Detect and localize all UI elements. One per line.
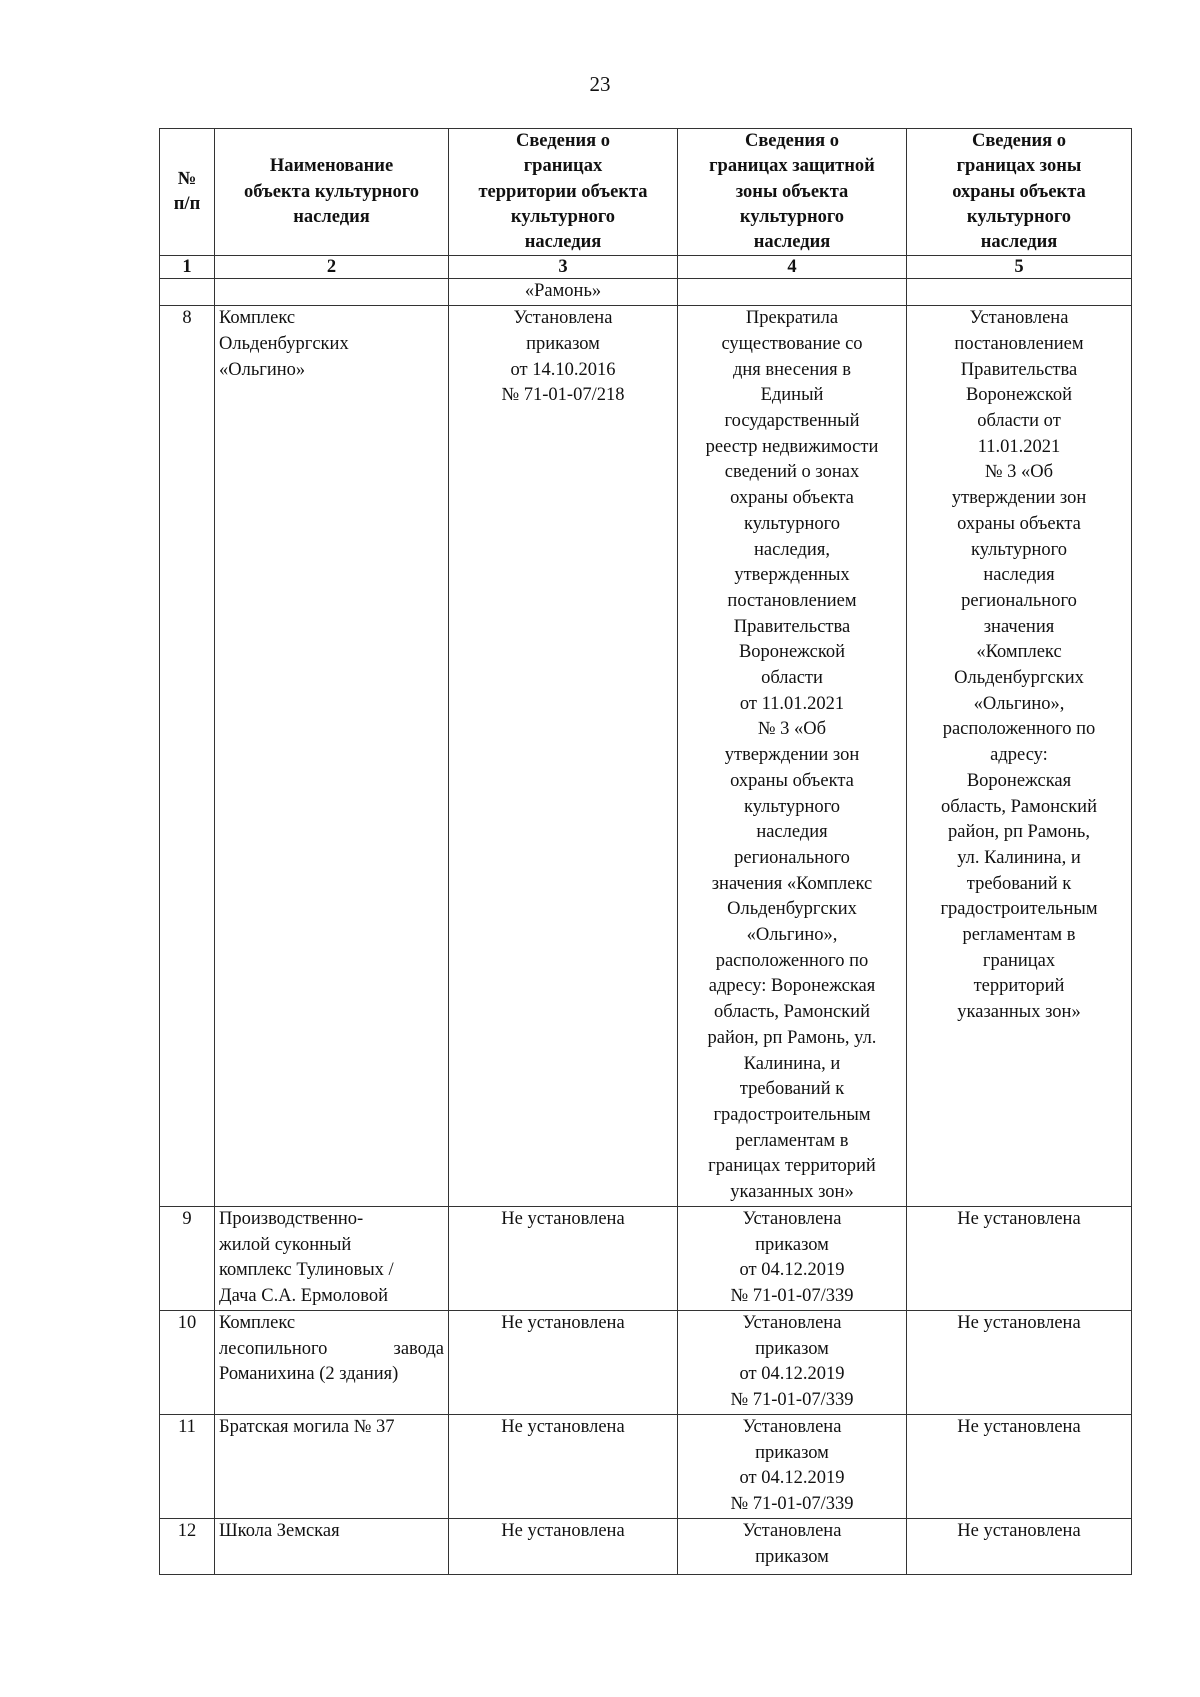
cell-text-line: регионального	[734, 847, 850, 868]
continuation-row	[160, 279, 1132, 306]
protective-zone-info	[678, 1414, 907, 1518]
cell-text-line: объекта культурного	[243, 181, 419, 202]
cell-text-line: градостроительным	[713, 1104, 871, 1125]
protective-zone-info	[678, 1518, 907, 1574]
cell-text-line: наследия	[756, 822, 828, 843]
cell-text-line: территории объекта	[478, 181, 648, 202]
cell-text-line: расположенного по	[715, 950, 869, 971]
cell-text-line: области от	[977, 411, 1061, 431]
cell-text-line: Ольденбургских	[727, 899, 857, 920]
cell-text-line: градостроительным	[940, 899, 1098, 920]
cell-text-line: Не установлена	[957, 1520, 1081, 1541]
cell-text-line: адресу:	[990, 745, 1048, 766]
cell-text-line: приказом	[755, 1338, 829, 1359]
row-number: 8	[160, 306, 215, 1207]
cell-text-line: № 71-01-07/339	[730, 1493, 854, 1514]
cell-text-line: Ольденбургских	[954, 668, 1084, 689]
cell-text-line: Комплекс	[219, 308, 296, 329]
column-number: 5	[907, 256, 1132, 279]
cell-text-line: Установлена	[742, 1208, 842, 1229]
cell-text-line: реестр недвижимости	[705, 436, 879, 457]
cell-text-line: №	[177, 168, 197, 189]
cell-text-line: «Ольгино»,	[746, 925, 838, 946]
cell-text-line: Установлена	[742, 1312, 842, 1333]
table-row	[160, 1206, 1132, 1310]
cell-text-line: утвержденных	[734, 565, 850, 586]
protection-zone-info	[907, 1206, 1132, 1310]
cell-text-line: Не установлена	[957, 1416, 1081, 1437]
cell-text-line: культурного	[971, 539, 1067, 560]
cell-text-line: Братская могила № 37	[219, 1416, 395, 1437]
object-name	[215, 306, 449, 1207]
cell-text-line: требований к	[966, 873, 1072, 894]
row-number: 9	[160, 1206, 215, 1310]
cell-text-line: Установлена	[969, 308, 1069, 329]
cell-text-line: приказом	[755, 1546, 829, 1567]
cell-text-line: охраны объекта	[730, 488, 854, 509]
heritage-table	[159, 128, 1132, 1575]
cell-text-line: значения «Комплекс	[711, 873, 873, 894]
header-cell-protection-zone	[907, 129, 1132, 256]
header-cell-protective-zone	[678, 129, 907, 256]
cell-text-line: утверждении зон	[951, 488, 1087, 509]
cell-text-line: ул. Калинина, и	[957, 847, 1081, 868]
cell-text-line: приказом	[755, 1442, 829, 1463]
cell-text-line: границах	[982, 950, 1056, 971]
cell-text-line: постановлением	[727, 590, 857, 611]
table-cell	[678, 279, 907, 306]
cell-text-line: № 71-01-07/339	[730, 1389, 854, 1410]
column-number: 4	[678, 256, 907, 279]
protection-zone-info	[907, 1310, 1132, 1414]
cell-text-line: утверждении зон	[724, 745, 860, 766]
object-name	[215, 1518, 449, 1574]
cell-text-line: Сведения о	[971, 131, 1067, 151]
table-cell	[215, 279, 449, 306]
cell-text-line: район, рп Рамонь, ул.	[707, 1027, 877, 1048]
cell-text-line: п/п	[173, 194, 201, 215]
table-row	[160, 1518, 1132, 1574]
protective-zone-info	[678, 1206, 907, 1310]
cell-text-line: Школа Земская	[219, 1520, 340, 1541]
cell-text-line: приказом	[755, 1234, 829, 1255]
cell-text-line: требований к	[739, 1079, 845, 1100]
header-cell-num	[160, 129, 215, 256]
cell-text-line: от 04.12.2019	[739, 1364, 845, 1385]
cell-text-line: Не установлена	[501, 1520, 625, 1541]
cell-text-line: наследия	[983, 565, 1055, 586]
cell-text-line: охраны объекта	[957, 513, 1081, 534]
column-number: 3	[449, 256, 678, 279]
cell-text-line: от 04.12.2019	[739, 1260, 845, 1281]
cell-text-line: жилой суконный	[219, 1234, 352, 1255]
cell-text-line: регламентам в	[735, 1130, 849, 1151]
protective-zone-info	[678, 1310, 907, 1414]
cell-text-line: Ольденбургских	[219, 333, 349, 354]
cell-text-line: Не установлена	[501, 1416, 625, 1437]
protection-zone-info	[907, 1414, 1132, 1518]
cell-text-line: значения	[983, 616, 1055, 637]
table-row	[160, 306, 1132, 1207]
column-number: 2	[215, 256, 449, 279]
header-cell-territory	[449, 129, 678, 256]
cell-text-line: области	[761, 668, 823, 689]
territory-info	[449, 1414, 678, 1518]
cell-text-line: Сведения о	[515, 131, 611, 151]
header-row	[160, 129, 1132, 256]
cell-text-line: Наименование	[269, 156, 394, 177]
cell-text-line: от 14.10.2016	[510, 359, 616, 380]
cell-text-line: Не установлена	[957, 1208, 1081, 1229]
protective-zone-info	[678, 306, 907, 1207]
cell-text-line: Единый	[760, 385, 824, 406]
cell-text-line: наследия	[293, 206, 370, 227]
row-number: 12	[160, 1518, 215, 1574]
cell-text-line: «Ольгино»	[219, 359, 306, 380]
row-number: 11	[160, 1414, 215, 1518]
protection-zone-info	[907, 306, 1132, 1207]
cell-text-line: 11.01.2021	[977, 436, 1061, 457]
cell-text-line: границах зоны	[956, 156, 1082, 177]
table-row	[160, 1414, 1132, 1518]
header-cell-name	[215, 129, 449, 256]
cell-text-line: Воронежской	[965, 385, 1073, 406]
cell-text-line: № 71-01-07/339	[730, 1285, 854, 1306]
cell-text-line: комплекс Тулиновых /	[219, 1260, 394, 1281]
cell-text-line: Не установлена	[501, 1208, 625, 1229]
table-cell	[907, 279, 1132, 306]
cell-text-line: культурного	[744, 513, 840, 534]
cell-text-line: государственный	[724, 411, 860, 431]
cell-text-line: Дача С.А. Ермоловой	[219, 1285, 389, 1306]
cell-text-line: Установлена	[513, 308, 613, 329]
cell-text-line: Правительства	[960, 359, 1078, 380]
territory-info	[449, 1310, 678, 1414]
cell-text-line: область, Рамонский	[714, 1002, 870, 1023]
cell-text-line: Производственно-	[219, 1208, 364, 1229]
cell-text-line: постановлением	[954, 333, 1084, 354]
cell-text-line: от 11.01.2021	[739, 693, 845, 714]
cell-text-line: район, рп Рамонь,	[948, 822, 1090, 843]
cell-text-line: существование со	[721, 333, 863, 354]
cell-text-line: «Ольгино»,	[973, 693, 1065, 714]
cell-text-line: территорий	[973, 976, 1065, 997]
page-number: 23	[589, 72, 611, 96]
cell-text-line: «Комплекс	[976, 642, 1062, 663]
cell-text-line: охраны объекта	[952, 181, 1086, 202]
territory-info	[449, 1518, 678, 1574]
cell-text-line: Не установлена	[957, 1312, 1081, 1333]
column-number: 1	[160, 256, 215, 279]
cell-text-line: наследия,	[754, 539, 830, 560]
cell-text-line: дня внесения в	[732, 359, 852, 380]
cell-text-line: Установлена	[742, 1416, 842, 1437]
cell-text-line: зоны объекта	[735, 181, 849, 202]
cell-text-line: наследия	[753, 232, 831, 253]
cell-text-line: культурного	[966, 206, 1072, 227]
cell-text-line: лесопильного завода	[219, 1338, 444, 1359]
cell-text-line: сведений о зонах	[724, 462, 860, 483]
cell-text-line: Романихина (2 здания)	[219, 1364, 399, 1385]
column-number-row	[160, 256, 1132, 279]
cell-text-line: от 04.12.2019	[739, 1468, 845, 1489]
object-name	[215, 1414, 449, 1518]
cell-text-line: область, Рамонский	[941, 796, 1097, 817]
cell-text-line: № 3 «Об	[984, 462, 1054, 483]
table-cell	[160, 279, 215, 306]
cell-text-line: Воронежская	[966, 770, 1072, 791]
protection-zone-info	[907, 1518, 1132, 1574]
cell-text-line: Правительства	[733, 616, 851, 637]
cell-text-line: Воронежской	[738, 642, 846, 663]
cell-text-line: Установлена	[742, 1520, 842, 1541]
cell-text-line: культурного	[510, 206, 616, 227]
cell-text-line: наследия	[980, 232, 1058, 253]
cell-text-line: адресу: Воронежская	[708, 976, 876, 997]
cell-text-line: указанных зон»	[730, 1182, 854, 1203]
cell-text-line: регионального	[961, 590, 1077, 611]
cell-text-line: приказом	[526, 333, 600, 354]
cell-text-line: границах	[523, 156, 603, 177]
object-name	[215, 1310, 449, 1414]
cell-text-line: охраны объекта	[730, 770, 854, 791]
cell-text-line: наследия	[524, 232, 602, 253]
cell-text-line: № 3 «Об	[757, 719, 827, 740]
cell-text-line: культурного	[739, 206, 845, 227]
cell-text-line: регламентам в	[962, 925, 1076, 946]
table-cell: «Рамонь»	[449, 279, 678, 306]
cell-text-line: культурного	[744, 796, 840, 817]
territory-info	[449, 306, 678, 1207]
cell-text-line: границах территорий	[708, 1156, 876, 1177]
table-row	[160, 1310, 1132, 1414]
cell-text-line: Прекратила	[745, 308, 839, 329]
cell-text-line: Сведения о	[744, 131, 840, 151]
cell-text-line: № 71-01-07/218	[501, 385, 625, 406]
cell-text-line: указанных зон»	[957, 1002, 1081, 1023]
territory-info	[449, 1206, 678, 1310]
object-name	[215, 1206, 449, 1310]
cell-text-line: расположенного по	[942, 719, 1096, 740]
cell-text-line: Калинина, и	[743, 1053, 841, 1074]
cell-text-line: Комплекс	[219, 1312, 296, 1333]
cell-text-line: Не установлена	[501, 1312, 625, 1333]
row-number: 10	[160, 1310, 215, 1414]
cell-text-line: границах защитной	[709, 156, 875, 177]
